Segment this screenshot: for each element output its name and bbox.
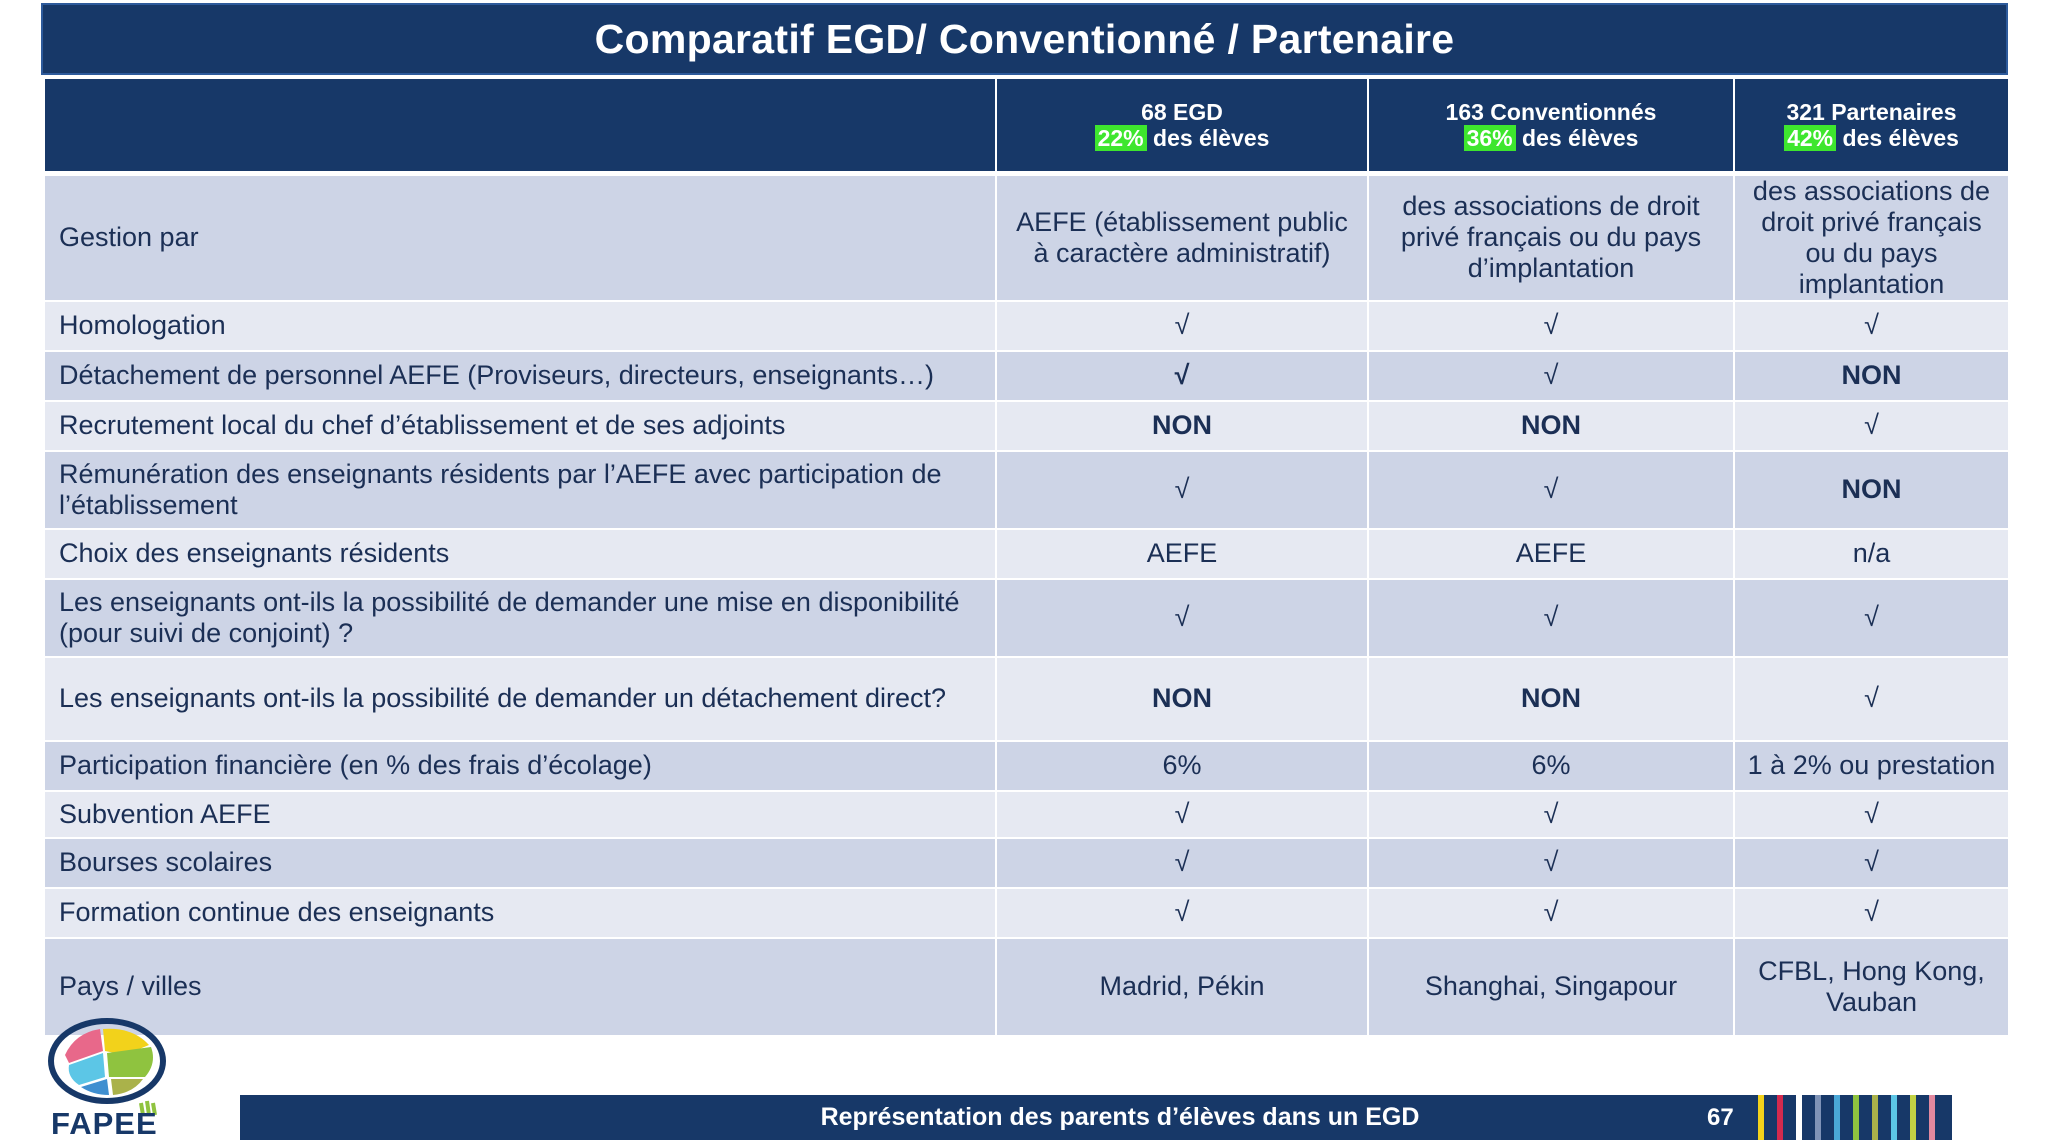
- cell-partenaire: √: [1734, 657, 2009, 741]
- footer-stripe: [1929, 1095, 1935, 1140]
- cell-partenaire: √: [1734, 791, 2009, 838]
- cell-conventionne: NON: [1368, 401, 1734, 451]
- cell-partenaire: NON: [1734, 351, 2009, 401]
- header-conv-pct: 36%: [1464, 125, 1516, 151]
- table-row: [44, 401, 2009, 451]
- header-partenaires: [1734, 78, 2009, 173]
- row-label: Bourses scolaires: [44, 838, 996, 888]
- cell-egd: √: [996, 351, 1368, 401]
- footer-stripe: [1815, 1095, 1821, 1140]
- row-label: Recrutement local du chef d’établissement et de ses adjoints: [44, 401, 996, 451]
- footer-stripe: [1834, 1095, 1840, 1140]
- cell-conventionne: √: [1368, 791, 1734, 838]
- row-label: Pays / villes: [44, 938, 996, 1036]
- cell-conventionne: AEFE: [1368, 529, 1734, 579]
- row-label: Participation financière (en % des frais d’écolage): [44, 741, 996, 791]
- cell-egd: √: [996, 451, 1368, 529]
- cell-conventionne: √: [1368, 351, 1734, 401]
- header-conventionnes: [1368, 78, 1734, 173]
- table-row: [44, 351, 2009, 401]
- cell-partenaire: NON: [1734, 451, 2009, 529]
- footer-title: Représentation des parents d’élèves dans un EGD: [820, 1103, 1420, 1131]
- cell-egd: AEFE: [996, 529, 1368, 579]
- header-empty-cell: [44, 78, 996, 173]
- row-label: Les enseignants ont-ils la possibilité de demander un détachement direct?: [44, 657, 996, 741]
- footer-stripe: [1891, 1095, 1897, 1140]
- row-label: Subvention AEFE: [44, 791, 996, 838]
- cell-conventionne: √: [1368, 888, 1734, 938]
- table-row: [44, 741, 2009, 791]
- cell-conventionne: 6%: [1368, 741, 1734, 791]
- table-row: [44, 838, 2009, 888]
- cell-partenaire: √: [1734, 301, 2009, 351]
- table-row: [44, 657, 2009, 741]
- cell-partenaire: √: [1734, 838, 2009, 888]
- row-label: Homologation: [44, 301, 996, 351]
- footer-stripe: [1910, 1095, 1916, 1140]
- header-conv-count: 163 Conventionnés: [1445, 98, 1657, 125]
- footer-stripe: [1796, 1095, 1802, 1140]
- table-row: [44, 301, 2009, 351]
- header-egd-count: 68 EGD: [1141, 98, 1223, 125]
- cell-partenaire: √: [1734, 401, 2009, 451]
- row-label: Choix des enseignants résidents: [44, 529, 996, 579]
- table-row: [44, 888, 2009, 938]
- header-part-count: 321 Partenaires: [1786, 98, 1957, 125]
- cell-conventionne: √: [1368, 451, 1734, 529]
- table-row: [44, 529, 2009, 579]
- comparison-table: [43, 77, 2010, 1037]
- table-row: [44, 173, 2009, 301]
- header-row: [44, 78, 2009, 173]
- table-row: [44, 791, 2009, 838]
- cell-partenaire: 1 à 2% ou prestation: [1734, 741, 2009, 791]
- table-row: [44, 579, 2009, 657]
- row-label: Formation continue des enseignants: [44, 888, 996, 938]
- cell-conventionne: √: [1368, 838, 1734, 888]
- row-label: Gestion par: [44, 173, 996, 301]
- header-egd-suffix: des élèves: [1146, 124, 1270, 151]
- cell-egd: √: [996, 888, 1368, 938]
- cell-conventionne: des associations de droit privé français ou du pays d’implantation: [1368, 173, 1734, 301]
- cell-conventionne: √: [1368, 579, 1734, 657]
- cell-egd: 6%: [996, 741, 1368, 791]
- header-part-pct: 42%: [1784, 125, 1836, 151]
- cell-conventionne: Shanghai, Singapour: [1368, 938, 1734, 1036]
- cell-egd: NON: [996, 401, 1368, 451]
- footer-stripe: [1758, 1095, 1764, 1140]
- cell-egd: √: [996, 301, 1368, 351]
- cell-egd: Madrid, Pékin: [996, 938, 1368, 1036]
- cell-egd: √: [996, 838, 1368, 888]
- table-row: [44, 938, 2009, 1036]
- header-conv-suffix: des élèves: [1515, 124, 1639, 151]
- row-label: Rémunération des enseignants résidents par l’AEFE avec participation de l’établissement: [44, 451, 996, 529]
- cell-partenaire: n/a: [1734, 529, 2009, 579]
- cell-egd: √: [996, 791, 1368, 838]
- cell-partenaire: √: [1734, 888, 2009, 938]
- row-label: Détachement de personnel AEFE (Proviseurs, directeurs, enseignants…): [44, 351, 996, 401]
- footer-stripe: [1853, 1095, 1859, 1140]
- slide-title: Comparatif EGD/ Conventionné / Partenaire: [41, 3, 2008, 75]
- logo-text: FAPEE: [51, 1106, 158, 1141]
- row-label: Les enseignants ont-ils la possibilité de demander une mise en disponibilité (pour suivi de conjoint) ?: [44, 579, 996, 657]
- cell-partenaire: √: [1734, 579, 2009, 657]
- page-number: 67: [1707, 1104, 1734, 1131]
- header-egd-pct: 22%: [1095, 125, 1147, 151]
- cell-conventionne: √: [1368, 301, 1734, 351]
- cell-conventionne: NON: [1368, 657, 1734, 741]
- cell-egd: NON: [996, 657, 1368, 741]
- header-part-suffix: des élèves: [1836, 124, 1959, 151]
- footer-bar: [240, 1095, 1952, 1140]
- cell-partenaire: des associations de droit privé français ou du pays implantation: [1734, 173, 2009, 301]
- footer-stripe: [1872, 1095, 1878, 1140]
- cell-egd: √: [996, 579, 1368, 657]
- decorative-color-stripes: [1754, 1095, 1950, 1140]
- cell-partenaire: CFBL, Hong Kong, Vauban: [1734, 938, 2009, 1036]
- footer-stripe: [1777, 1095, 1783, 1140]
- table-row: [44, 451, 2009, 529]
- header-egd: [996, 78, 1368, 173]
- cell-egd: AEFE (établissement public à caractère administratif): [996, 173, 1368, 301]
